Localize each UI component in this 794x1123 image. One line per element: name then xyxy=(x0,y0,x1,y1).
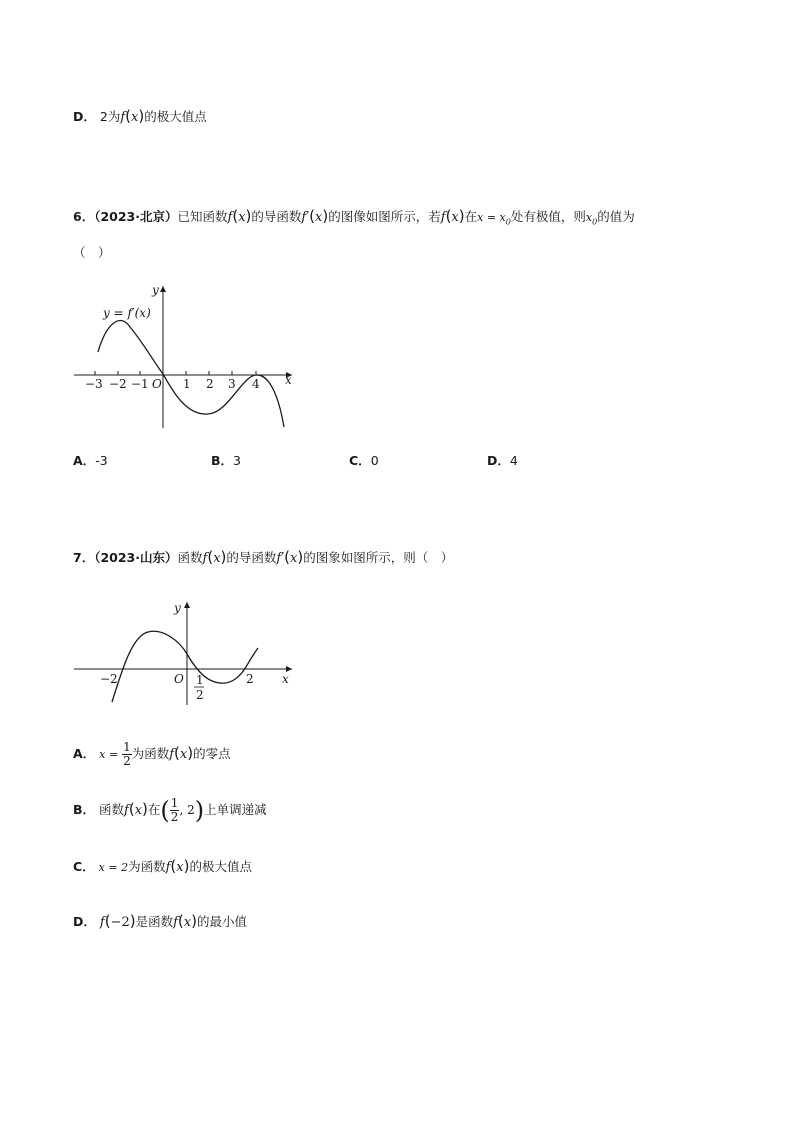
origin-label: O xyxy=(174,672,184,686)
q6-choice-b[interactable]: B．3 xyxy=(211,453,241,468)
tick-label: −3 xyxy=(85,377,103,391)
curve-label: y = f′(x) xyxy=(103,306,151,320)
origin-label: O xyxy=(152,377,162,391)
tick-label-half-den: 2 xyxy=(196,688,204,702)
option-text: 2为 xyxy=(99,109,121,124)
question-source: （2023·北京） xyxy=(94,209,178,224)
q7-derivative-graph xyxy=(70,598,300,708)
option-letter: D． xyxy=(73,109,96,124)
q6-choice-d[interactable]: D．4 xyxy=(487,453,518,468)
tick-label-half-num: 1 xyxy=(196,673,204,687)
tick-label: −2 xyxy=(109,377,127,391)
x-axis-label: x xyxy=(285,373,292,387)
func-name: f xyxy=(120,110,126,125)
q6-choice-a[interactable]: A．-3 xyxy=(73,453,108,468)
q7-choice-a[interactable]: A． x = $\frac{1}{2}$ 为函数f(x)的零点 xyxy=(73,740,231,768)
func-arg: x xyxy=(131,110,139,125)
q7-choice-b[interactable]: B． 函数f(x)在( $\frac{1}{2}$ , 2)上单调递减 xyxy=(73,796,267,825)
tick-label: −1 xyxy=(131,377,149,391)
q6-answer-blank: （ ） xyxy=(73,245,111,260)
tick-label: 1 xyxy=(183,377,191,391)
q6-choice-c[interactable]: C．0 xyxy=(349,453,379,468)
question-source: （2023·山东） xyxy=(94,550,178,565)
q5-option-d[interactable]: D． 2为f(x)的极大值点 xyxy=(73,107,207,125)
option-text-end: 的极大值点 xyxy=(144,109,207,124)
derivative-curve xyxy=(112,631,258,702)
tick-label: −2 xyxy=(100,672,118,686)
y-axis-label: y xyxy=(174,601,181,615)
y-axis-label: y xyxy=(152,283,159,297)
tick-label: 2 xyxy=(206,377,214,391)
q7-choice-c[interactable]: C． x = 2为函数f(x)的极大值点 xyxy=(73,857,252,875)
question-number: 6． xyxy=(73,209,95,224)
tick-label: 2 xyxy=(246,672,254,686)
question-number: 7． xyxy=(73,550,95,565)
tick-label: 4 xyxy=(252,377,260,391)
q6-stem: 6．（2023·北京）已知函数f(x)的导函数f′(x)的图像如图所示，若f(x)在$x = x_0$处有极值，则$x_0$的值为 xyxy=(73,207,635,227)
q7-choice-d[interactable]: D． f(−2)是函数f(x)的最小值 xyxy=(73,912,247,930)
q7-stem: 7．（2023·山东）函数f(x)的导函数f′(x)的图象如图所示，则（ ） xyxy=(73,548,454,566)
tick-label: 3 xyxy=(228,377,236,391)
x-axis-label: x xyxy=(282,672,289,686)
q6-derivative-graph xyxy=(70,282,310,432)
